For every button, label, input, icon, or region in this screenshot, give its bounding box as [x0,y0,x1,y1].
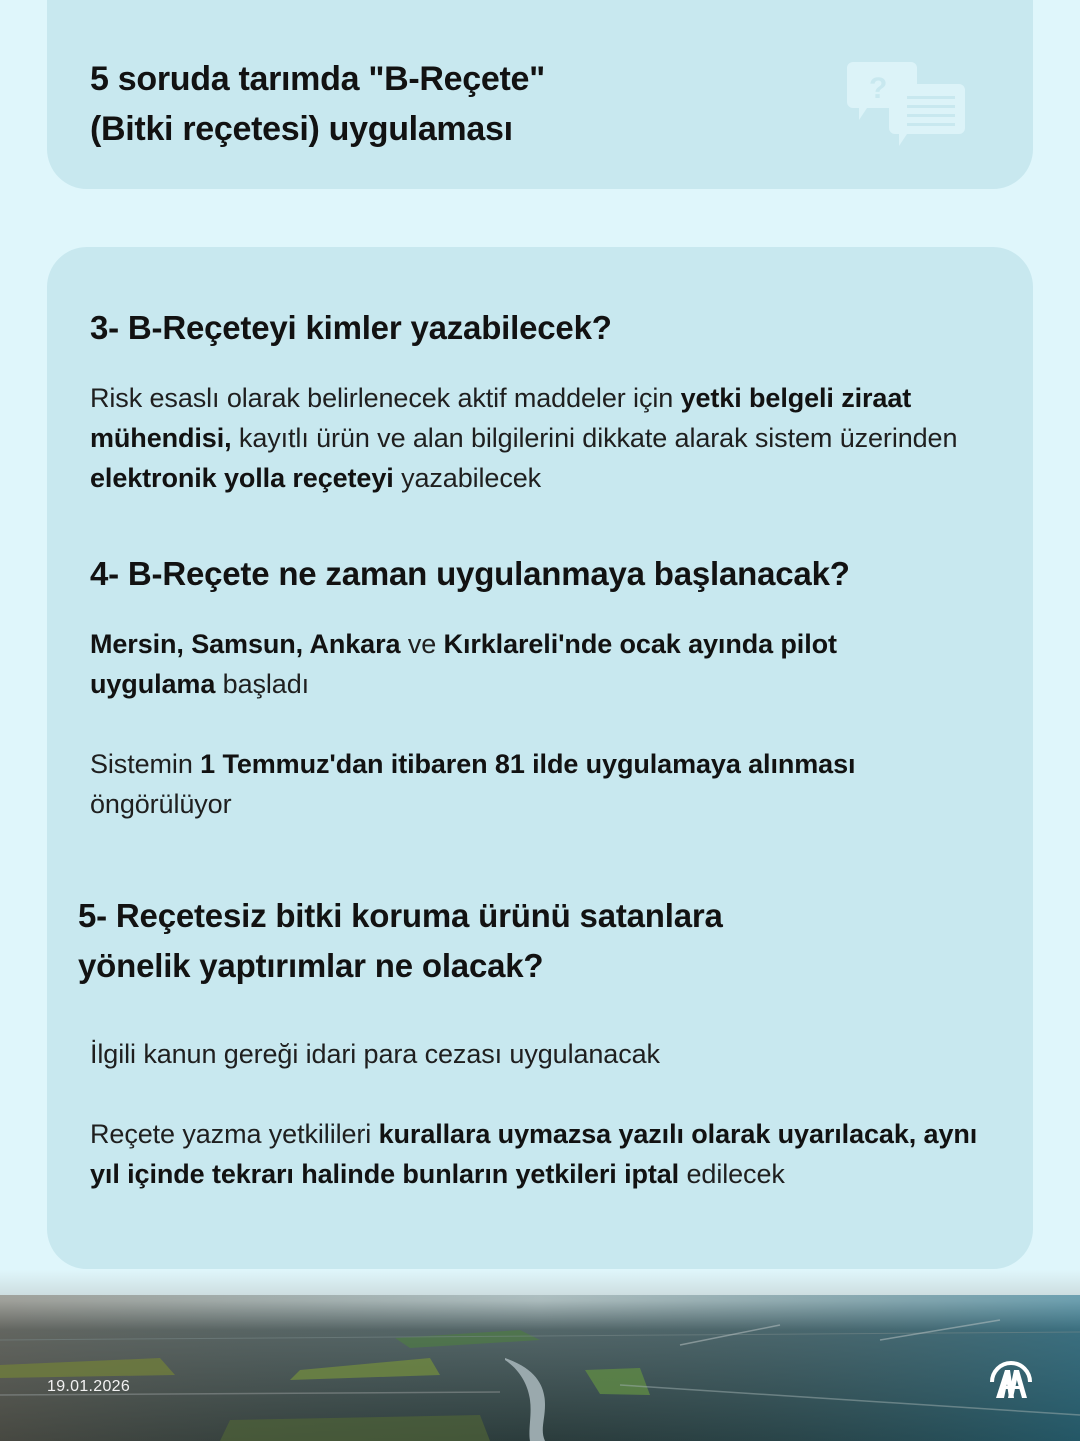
question-5-line-1: 5- Reçetesiz bitki koruma ürünü satanlara [78,897,723,934]
answer-text-bold: elektronik yolla reçeteyi [90,463,394,493]
answer-text: başladı [215,669,310,699]
answer-text: kayıtlı ürün ve alan bilgilerini dikkate alarak sistem üzerinden [231,423,958,453]
answer-text-bold: Mersin, Samsun, Ankara [90,629,401,659]
answer-4a [90,624,950,704]
question-5 [78,891,723,991]
question-3: 3- B-Reçeteyi kimler yazabilecek? [90,309,612,346]
answer-text-bold: yetki belgeli ziraat mühendisi, [90,383,912,453]
question-4: 4- B-Reçete ne zaman uygulanmaya başlanacak? [90,555,850,592]
answer-5b [90,1114,990,1194]
answer-5a [90,1034,980,1074]
answer-text-bold: Kırklareli'nde ocak ayında pilot uygulama [90,629,837,699]
svg-text:?: ? [869,72,888,105]
aerial-farmland-photo [0,1270,1080,1441]
answer-text: ve [400,629,444,659]
qa-card [47,247,1033,1269]
chat-bubbles-question-icon [847,60,967,152]
answer-text-bold: 1 Temmuz'dan itibaren 81 ilde uygulamaya alınması [200,749,856,779]
answer-text: Sistemin [90,749,201,779]
title-line-1: 5 soruda tarımda "B-Reçete" [90,60,545,98]
answer-text: edilecek [679,1159,785,1189]
answer-3 [90,378,980,498]
anadolu-agency-logo-icon [986,1352,1036,1402]
answer-text: öngörülüyor [90,789,232,819]
answer-text-bold: kurallara uymazsa yazılı olarak uyarılacak, aynı yıl içinde tekrarı halinde bunların yetkileri iptal [90,1119,978,1189]
farmland-landscape [0,1270,1080,1441]
answer-text: yazabilecek [393,463,542,493]
answer-text: Risk esaslı olarak belirlenecek aktif maddeler için [90,383,681,413]
title-line-2: (Bitki reçetesi) uygulaması [90,110,513,148]
page-title [90,54,545,154]
publish-date: 19.01.2026 [47,1378,131,1395]
title-card [47,0,1033,189]
question-5-line-2: yönelik yaptırımlar ne olacak? [78,947,544,984]
answer-text: Reçete yazma yetkilileri [90,1119,379,1149]
answer-4b [90,744,980,824]
answer-text: İlgili kanun gereği idari para cezası uygulanacak [90,1039,660,1069]
